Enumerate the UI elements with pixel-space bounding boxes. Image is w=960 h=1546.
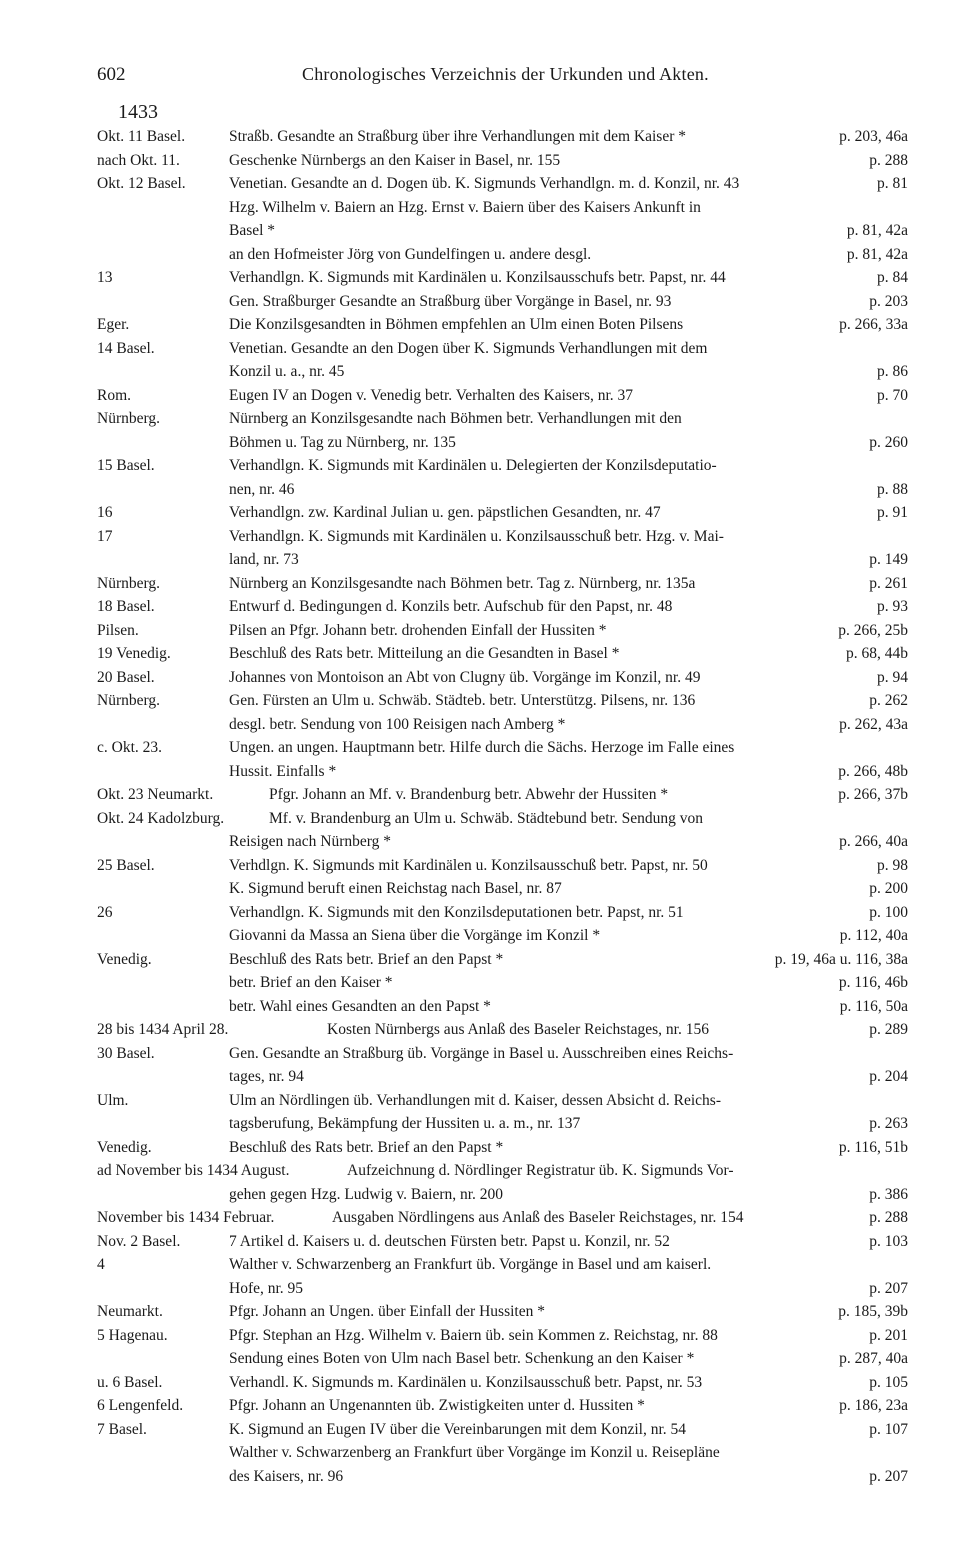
entry-text: Nürnberg an Konzilsgesandte nach Böhmen betr. Tag z. Nürnberg, nr. 135a: [229, 574, 696, 592]
entry-date: 28 bis 1434 April 28.: [97, 1021, 229, 1038]
entry-page-ref: p. 81, 42a: [846, 222, 908, 239]
entry-line: [97, 199, 908, 221]
entry-text: K. Sigmund beruft einen Reichstag nach Basel, nr. 87: [229, 880, 562, 897]
entry-date: Okt. 11 Basel.: [97, 128, 186, 145]
entry-line: [97, 551, 908, 573]
entry-date: 7 Basel.: [97, 1420, 147, 1438]
entry-text: Verhdlgn. K. Sigmunds mit Kardinälen u. Konzilsausschuß betr. Papst, nr. 50: [229, 856, 708, 874]
entry-page-ref: p. 204: [869, 1068, 908, 1085]
entry-text: Verhandl. K. Sigmunds m. Kardinälen u. Konzilsausschuß betr. Papst, nr. 53: [229, 1373, 703, 1391]
entry-line: [97, 857, 908, 879]
entry-line: [97, 1468, 908, 1490]
entry-date: 14 Basel.: [97, 339, 155, 357]
entry-line: [97, 575, 908, 597]
entry-date: Neumarkt.: [97, 1303, 163, 1320]
entry-page-ref: p. 88: [877, 480, 908, 498]
entry-text: Ulm an Nördlingen üb. Verhandlungen mit d. Kaiser, dessen Absicht d. Reichs-: [229, 1091, 721, 1109]
entry-text: Hussit. Einfalls *: [229, 762, 337, 780]
entry-line: [97, 692, 908, 714]
entry-text: Geschenke Nürnbergs an den Kaiser in Basel, nr. 155: [229, 151, 561, 169]
entry-line: [97, 363, 908, 385]
entry-page-ref: p. 200: [869, 880, 908, 897]
entry-line: [97, 598, 908, 620]
entry-date: ad November bis 1434 August.: [97, 1162, 290, 1179]
entry-text: Gen. Straßburger Gesandte an Straßburg über Vorgänge in Basel, nr. 93: [229, 292, 672, 310]
entry-page-ref: p. 186, 23a: [839, 1397, 908, 1414]
entry-text: Sendung eines Boten von Ulm nach Basel betr. Schenkung an den Kaiser *: [229, 1350, 695, 1367]
entry-text: des Kaisers, nr. 96: [229, 1467, 344, 1485]
entry-page-ref: p. 68, 44b: [846, 645, 908, 662]
entry-line: [97, 1021, 908, 1043]
entry-page-ref: p. 19, 46a u. 116, 38a: [774, 950, 908, 968]
entry-line: [97, 927, 908, 949]
entry-line: [97, 1444, 908, 1466]
entry-page-ref: p. 201: [869, 1326, 908, 1344]
entry-text: Ausgaben Nördlingens aus Anlaß des Baseler Reichstages, nr. 154: [332, 1209, 744, 1226]
entry-date: Okt. 23 Neumarkt.: [97, 786, 214, 803]
entry-page-ref: p. 261: [869, 574, 908, 592]
entry-line: [97, 1350, 908, 1372]
entry-date: nach Okt. 11.: [97, 151, 180, 169]
entry-text: tagsberufung, Bekämpfung der Hussiten u. a. m., nr. 137: [229, 1115, 581, 1132]
entry-date: 16: [97, 504, 113, 521]
entry-line: [97, 1045, 908, 1067]
entry-line: [97, 622, 908, 644]
entry-line: [97, 1280, 908, 1302]
entry-date: Nov. 2 Basel.: [97, 1232, 181, 1250]
entry-date: 30 Basel.: [97, 1044, 155, 1062]
entry-page-ref: p. 266, 48b: [838, 762, 908, 780]
entry-line: [97, 1233, 908, 1255]
entry-text: Venetian. Gesandte an d. Dogen üb. K. Sigmunds Verhandlgn. m. d. Konzil, nr. 43: [229, 175, 740, 192]
entry-date: 17: [97, 527, 113, 545]
year-heading: 1433: [118, 101, 158, 123]
entry-page-ref: p. 266, 40a: [839, 833, 908, 850]
entry-text: Beschluß des Rats betr. Brief an den Papst *: [229, 950, 504, 968]
entry-text: Verhandlgn. K. Sigmunds mit Kardinälen u. Delegierten der Konzilsdeputatio-: [229, 457, 717, 474]
entry-text: nen, nr. 46: [229, 480, 295, 498]
entry-text: Straßb. Gesandte an Straßburg über ihre Verhandlungen mit dem Kaiser *: [229, 128, 686, 145]
entry-line: [97, 786, 908, 808]
entry-line: [97, 457, 908, 479]
entry-text: Reisigen nach Nürnberg *: [229, 833, 391, 850]
entry-page-ref: p. 263: [869, 1115, 908, 1132]
entry-text: an den Hofmeister Jörg von Gundelfingen u. andere desgl.: [229, 245, 592, 263]
entry-line: [97, 434, 908, 456]
entry-line: [97, 998, 908, 1020]
entry-page-ref: p. 288: [869, 151, 908, 169]
entry-line: [97, 128, 908, 150]
entry-page-ref: p. 116, 46b: [838, 974, 908, 991]
entry-page-ref: p. 86: [877, 363, 908, 380]
entry-page-ref: p. 149: [869, 551, 908, 568]
entry-page-ref: p. 81: [877, 175, 908, 192]
entry-text: Gen. Gesandte an Straßburg üb. Vorgänge in Basel u. Ausschreiben eines Reichs-: [229, 1044, 734, 1062]
entry-page-ref: p. 185, 39b: [838, 1303, 908, 1320]
entry-text: Beschluß des Rats betr. Brief an den Papst *: [229, 1138, 504, 1156]
entry-date: Pilsen.: [97, 621, 139, 639]
entry-line: [97, 293, 908, 315]
entry-date: Venedig.: [97, 950, 152, 968]
entry-page-ref: p. 207: [869, 1279, 908, 1297]
entry-text: Gen. Fürsten an Ulm u. Schwäb. Städteb. betr. Unterstützg. Pilsens, nr. 136: [229, 692, 696, 709]
entry-date: Nürnberg.: [97, 692, 160, 709]
entry-date: 26: [97, 903, 113, 921]
entry-line: [97, 1139, 908, 1161]
entry-line: [97, 974, 908, 996]
entry-page-ref: p. 266, 33a: [839, 316, 908, 333]
entry-line: [97, 504, 908, 526]
entry-line: [97, 269, 908, 291]
entry-date: u. 6 Basel.: [97, 1373, 163, 1391]
entry-text: Verhandlgn. K. Sigmunds mit Kardinälen u. Konzilsausschuß betr. Hzg. v. Mai-: [229, 527, 724, 545]
entry-line: [97, 1068, 908, 1090]
entry-text: Hofe, nr. 95: [229, 1279, 304, 1297]
entry-page-ref: p. 116, 51b: [838, 1138, 908, 1156]
entry-page-ref: p. 207: [869, 1467, 908, 1485]
entry-page-ref: p. 266, 37b: [838, 786, 908, 803]
entry-page-ref: p. 103: [869, 1232, 908, 1250]
entry-page-ref: p. 262, 43a: [839, 715, 908, 733]
entry-line: [97, 1256, 908, 1278]
entry-line: [97, 152, 908, 174]
entry-line: [97, 246, 908, 268]
entry-text: Aufzeichnung d. Nördlinger Registratur üb. K. Sigmunds Vor-: [347, 1162, 734, 1179]
entry-text: tages, nr. 94: [229, 1068, 304, 1085]
entry-line: [97, 1162, 908, 1184]
entry-text: Mf. v. Brandenburg an Ulm u. Schwäb. Städtebund betr. Sendung von: [269, 809, 703, 827]
entry-date: Eger.: [97, 316, 130, 333]
entry-text: Eugen IV an Dogen v. Venedig betr. Verhalten des Kaisers, nr. 37: [229, 386, 634, 404]
entry-line: [97, 528, 908, 550]
entry-date: November bis 1434 Februar.: [97, 1209, 275, 1226]
entry-page-ref: p. 287, 40a: [839, 1350, 908, 1367]
entry-date: 20 Basel.: [97, 668, 155, 686]
entry-page-ref: p. 84: [877, 269, 908, 286]
entry-page-ref: p. 266, 25b: [838, 621, 908, 639]
entry-text: 7 Artikel d. Kaisers u. d. deutschen Fürsten betr. Papst u. Konzil, nr. 52: [229, 1232, 670, 1250]
running-title: Chronologisches Verzeichnis der Urkunden und Akten.: [302, 64, 709, 84]
entry-line: [97, 645, 908, 667]
entry-line: [97, 1374, 908, 1396]
entry-date: Ulm.: [97, 1091, 129, 1109]
entry-date: Nürnberg.: [97, 574, 160, 592]
entry-text: Giovanni da Massa an Siena über die Vorgänge im Konzil *: [229, 927, 601, 944]
entry-page-ref: p. 81, 42a: [846, 245, 908, 263]
entry-text: Verhandlgn. zw. Kardinal Julian u. gen. päpstlichen Gesandten, nr. 47: [229, 504, 661, 521]
entry-line: [97, 669, 908, 691]
entry-text: Verhandlgn. K. Sigmunds mit Kardinälen u. Konzilsausschufs betr. Papst, nr. 44: [229, 269, 726, 286]
entry-date: 15 Basel.: [97, 457, 155, 474]
entry-page-ref: p. 203, 46a: [839, 128, 908, 145]
entry-date: Rom.: [97, 386, 132, 404]
entry-text: Entwurf d. Bedingungen d. Konzils betr. Aufschub für den Papst, nr. 48: [229, 598, 673, 615]
entry-line: [97, 833, 908, 855]
entry-text: gehen gegen Hzg. Ludwig v. Baiern, nr. 200: [229, 1185, 504, 1203]
entry-date: Okt. 24 Kadolzburg.: [97, 809, 225, 827]
entry-text: desgl. betr. Sendung von 100 Reisigen nach Amberg *: [229, 715, 566, 733]
entry-date: 18 Basel.: [97, 598, 155, 615]
entry-page-ref: p. 262: [869, 692, 908, 709]
entry-page-ref: p. 107: [869, 1420, 908, 1438]
entry-page-ref: p. 203: [869, 292, 908, 310]
entry-page-ref: p. 94: [877, 668, 908, 686]
entry-text: Walther v. Schwarzenberg an Frankfurt über Vorgänge im Konzil u. Reisepläne: [229, 1444, 720, 1461]
entry-page-ref: p. 288: [869, 1209, 908, 1226]
entry-text: land, nr. 73: [229, 551, 299, 568]
entry-page-ref: p. 289: [869, 1021, 908, 1038]
entry-text: betr. Wahl eines Gesandten an den Papst *: [229, 997, 491, 1015]
entry-line: [97, 410, 908, 432]
entry-text: Konzil u. a., nr. 45: [229, 363, 345, 380]
entry-date: 5 Hagenau.: [97, 1326, 168, 1344]
entry-text: K. Sigmund an Eugen IV über die Vereinbarungen mit dem Konzil, nr. 54: [229, 1420, 687, 1438]
entry-line: [97, 810, 908, 832]
entry-date: 25 Basel.: [97, 856, 155, 874]
entry-line: [97, 904, 908, 926]
page-number: 602: [97, 64, 126, 85]
entry-line: [97, 1397, 908, 1419]
entry-text: Pfgr. Johann an Ungenannten üb. Zwistigkeiten unter d. Hussiten *: [229, 1397, 645, 1414]
entry-line: [97, 175, 908, 197]
entry-date: 4: [97, 1256, 105, 1273]
entry-text: Nürnberg an Konzilsgesandte nach Böhmen betr. Verhandlungen mit den: [229, 410, 682, 427]
entry-text: Walther v. Schwarzenberg an Frankfurt üb. Vorgänge in Basel und am kaiserl.: [229, 1256, 712, 1273]
entry-text: Johannes von Montoison an Abt von Clugny üb. Vorgänge im Konzil, nr. 49: [229, 668, 701, 686]
entry-date: 19 Venedig.: [97, 645, 171, 662]
entry-line: [97, 1421, 908, 1443]
entry-line: [97, 951, 908, 973]
entry-text: Ungen. an ungen. Hauptmann betr. Hilfe durch die Sächs. Herzoge im Falle eines: [229, 739, 735, 756]
entry-page-ref: p. 70: [877, 386, 908, 404]
entry-line: [97, 222, 908, 244]
entry-text: betr. Brief an den Kaiser *: [229, 974, 393, 991]
entry-line: [97, 716, 908, 738]
entry-line: [97, 1092, 908, 1114]
entry-text: Venetian. Gesandte an den Dogen über K. Sigmunds Verhandlungen mit dem: [229, 339, 708, 357]
entry-page-ref: p. 260: [869, 433, 908, 451]
entry-line: [97, 1115, 908, 1137]
entry-line: [97, 763, 908, 785]
entry-date: Venedig.: [97, 1138, 152, 1156]
entry-line: [97, 1327, 908, 1349]
entry-page-ref: p. 98: [877, 856, 908, 874]
entry-line: [97, 1186, 908, 1208]
entry-page-ref: p. 91: [877, 504, 908, 521]
entry-line: [97, 316, 908, 338]
entry-text: Pfgr. Johann an Mf. v. Brandenburg betr. Abwehr der Hussiten *: [269, 786, 669, 803]
entry-text: Böhmen u. Tag zu Nürnberg, nr. 135: [229, 433, 456, 451]
entry-line: [97, 1303, 908, 1325]
entry-text: Verhandlgn. K. Sigmunds mit den Konzilsdeputationen betr. Papst, nr. 51: [229, 903, 684, 921]
entry-text: Pilsen an Pfgr. Johann betr. drohenden Einfall der Hussiten *: [229, 621, 607, 639]
entry-text: Pfgr. Johann an Ungen. über Einfall der Hussiten *: [229, 1303, 545, 1320]
entry-date: c. Okt. 23.: [97, 739, 163, 756]
entry-page-ref: p. 386: [869, 1185, 908, 1203]
entry-line: [97, 880, 908, 902]
entry-date: 13: [97, 269, 113, 286]
entry-line: [97, 481, 908, 503]
entry-page-ref: p. 93: [877, 598, 908, 615]
entry-line: [97, 340, 908, 362]
entry-text: Hzg. Wilhelm v. Baiern an Hzg. Ernst v. Baiern über des Kaisers Ankunft in: [229, 198, 701, 216]
entry-date: Okt. 12 Basel.: [97, 175, 186, 192]
entry-date: Nürnberg.: [97, 410, 160, 427]
entry-text: Pfgr. Stephan an Hzg. Wilhelm v. Baiern üb. sein Kommen z. Reichstag, nr. 88: [229, 1326, 718, 1344]
page-header: [97, 64, 890, 90]
entry-text: Beschluß des Rats betr. Mitteilung an die Gesandten in Basel *: [229, 645, 620, 662]
entry-page-ref: p. 100: [869, 903, 908, 921]
entry-page-ref: p. 105: [869, 1373, 908, 1391]
entry-page-ref: p. 112, 40a: [839, 927, 908, 944]
entry-line: [97, 739, 908, 761]
entry-page-ref: p. 116, 50a: [839, 997, 908, 1015]
entry-line: [97, 387, 908, 409]
entry-date: 6 Lengenfeld.: [97, 1397, 184, 1414]
entry-line: [97, 1209, 908, 1231]
entry-text: Die Konzilsgesandten in Böhmen empfehlen an Ulm einen Boten Pilsens: [229, 316, 684, 333]
entry-text: Kosten Nürnbergs aus Anlaß des Baseler Reichstages, nr. 156: [327, 1021, 709, 1038]
entry-text: Basel *: [229, 222, 276, 239]
